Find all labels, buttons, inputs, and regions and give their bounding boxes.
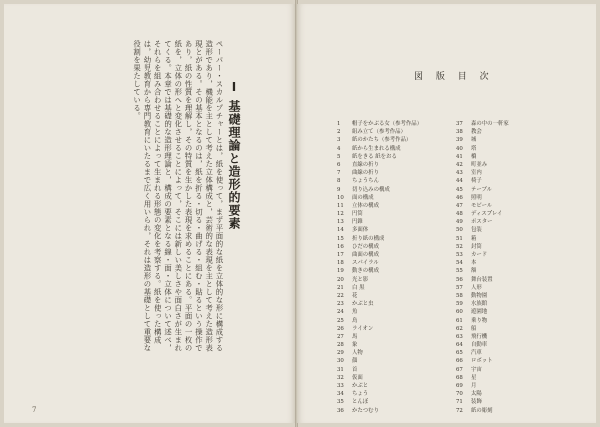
toc-entry-label: 水族館 — [471, 301, 488, 308]
toc-entry-number: 56 — [456, 276, 463, 283]
toc-entry — [456, 308, 574, 316]
toc-entry-label: 首 — [352, 366, 358, 373]
toc-entry-number: 6 — [337, 161, 341, 168]
toc-entry-number: 13 — [337, 219, 344, 226]
toc-entry-number: 30 — [337, 358, 344, 365]
toc-entry-label: ポスター — [471, 219, 493, 226]
toc-entry-number: 22 — [337, 292, 344, 299]
toc-entry — [456, 267, 574, 275]
toc-entry-label: 箱 — [471, 235, 477, 242]
toc-entry-label: 月 — [471, 383, 477, 389]
toc-entry — [337, 308, 455, 316]
toc-entry-number: 19 — [337, 268, 344, 275]
toc-entry-number: 23 — [337, 301, 344, 308]
toc-entry-number: 21 — [337, 284, 344, 291]
toc-entry-label: 組み立て（参考作品） — [352, 129, 406, 136]
toc-entry-number: 47 — [456, 202, 463, 209]
toc-column-left — [337, 120, 455, 415]
toc-entry-label: 魚 — [352, 309, 358, 316]
toc-entry-number: 55 — [456, 268, 463, 275]
toc-entry — [456, 136, 574, 144]
toc-entry-label: スパイラル — [352, 260, 379, 267]
toc-entry — [456, 284, 574, 292]
toc-entry — [337, 407, 455, 415]
toc-entry — [456, 357, 574, 365]
toc-entry-label: 装飾 — [471, 399, 482, 406]
toc-entry — [337, 169, 455, 177]
toc-entry-label: 帽子をかぶる女（参考作品） — [352, 121, 423, 127]
toc-entry-label: 教会 — [471, 129, 482, 136]
toc-entry-number: 46 — [456, 194, 463, 201]
toc-entry-number: 43 — [456, 170, 463, 177]
toc-entry-label: 光と影 — [352, 276, 369, 283]
toc-entry-label: 包装 — [471, 227, 482, 234]
toc-entry-number: 3 — [337, 137, 341, 144]
toc-entry-label: 室内 — [471, 170, 482, 177]
toc-entry-number: 28 — [337, 342, 344, 349]
toc-entry — [337, 235, 455, 243]
toc-entry — [456, 243, 574, 251]
toc-entry — [456, 194, 574, 202]
toc-entry-label: 切り込みの構成 — [352, 186, 390, 193]
toc-entry-label: かたつむり — [352, 407, 379, 414]
toc-entry-label: 人形 — [471, 284, 482, 291]
toc-entry — [456, 317, 574, 325]
toc-entry — [456, 161, 574, 169]
page-number: 7 — [32, 406, 37, 414]
toc-entry-label: 曲面の構成 — [352, 252, 379, 258]
toc-entry-number: 45 — [456, 186, 463, 193]
toc-entry — [337, 145, 455, 153]
toc-entry-label: 仮面 — [352, 374, 363, 381]
toc-entry — [337, 177, 455, 185]
toc-entry-label: ひだの構成 — [352, 243, 379, 250]
toc-entry-label: ちょう — [352, 391, 369, 398]
toc-entry-label: 汽車 — [471, 350, 482, 357]
toc-entry — [337, 374, 455, 382]
toc-entry-number: 7 — [337, 170, 341, 177]
toc-entry-label: モビール — [471, 202, 493, 209]
toc-entry — [456, 390, 574, 398]
toc-entry — [456, 169, 574, 177]
toc-entry — [337, 382, 455, 390]
toc-entry — [456, 128, 574, 136]
toc-entry — [456, 276, 574, 284]
toc-entry-number: 58 — [456, 292, 463, 299]
toc-entry — [456, 341, 574, 349]
toc-entry-number: 68 — [456, 374, 463, 381]
toc-entry — [456, 333, 574, 341]
toc-entry-number: 38 — [456, 129, 463, 136]
toc-entry-label: 城 — [471, 137, 477, 144]
toc-entry-number: 40 — [456, 145, 463, 152]
right-page — [297, 4, 596, 423]
toc-entry — [456, 398, 574, 406]
toc-entry — [456, 145, 574, 153]
toc-entry — [456, 226, 574, 234]
toc-entry-label: 飛行機 — [471, 333, 488, 340]
toc-entry — [337, 243, 455, 251]
toc-entry-label: 舞台装置 — [471, 276, 493, 283]
toc-entry — [337, 349, 455, 357]
toc-entry-number: 5 — [337, 153, 341, 160]
toc-entry-number: 8 — [337, 178, 341, 185]
toc-entry-label: 額 — [471, 268, 477, 275]
toc-entry-label: 椅子 — [471, 178, 482, 185]
toc-entry-number: 12 — [337, 211, 344, 218]
toc-entry-label: 馬 — [352, 333, 358, 340]
toc-entry-number: 1 — [337, 121, 341, 127]
toc-entry-label: 町並み — [471, 161, 488, 168]
toc-entry-number: 66 — [456, 358, 463, 365]
toc-entry-number: 9 — [337, 186, 341, 193]
toc-entry — [337, 120, 455, 128]
toc-entry — [337, 226, 455, 234]
toc-entry-number: 14 — [337, 227, 344, 234]
toc-entry-label: 人物 — [352, 350, 363, 357]
toc-entry-number: 72 — [456, 407, 463, 414]
toc-entry — [337, 218, 455, 226]
toc-entry-label: 乗り物 — [471, 317, 488, 324]
toc-entry — [456, 235, 574, 243]
toc-entry-number: 53 — [456, 252, 463, 258]
toc-entry-number: 17 — [337, 252, 344, 258]
toc-entry-number: 25 — [337, 317, 344, 324]
toc-entry — [337, 284, 455, 292]
toc-entry-number: 39 — [456, 137, 463, 144]
toc-entry-label: 動きの構成 — [352, 268, 379, 275]
toc-entry — [337, 317, 455, 325]
toc-entry — [456, 218, 574, 226]
toc-entry-label: 白 黒 — [352, 284, 365, 291]
toc-entry — [337, 398, 455, 406]
toc-entry — [456, 374, 574, 382]
toc-entry-number: 54 — [456, 260, 463, 267]
toc-entry-label: ロボット — [471, 358, 493, 365]
toc-entry — [337, 128, 455, 136]
toc-entry-label: 太陽 — [471, 391, 482, 398]
toc-entry — [337, 210, 455, 218]
toc-entry-label: かぶと — [352, 383, 369, 389]
toc-entry-label: 封筒 — [471, 243, 482, 250]
toc-entry-label: 紙の彫刻 — [471, 407, 493, 414]
toc-entry-number: 57 — [456, 284, 463, 291]
toc-entry-number: 34 — [337, 391, 344, 398]
toc-entry-label: 面の構成 — [352, 194, 374, 201]
toc-entry — [337, 341, 455, 349]
toc-entry — [337, 366, 455, 374]
toc-entry-label: 遊園地 — [471, 309, 488, 316]
toc-entry-label: 紙のかたち（参考作品） — [352, 137, 412, 144]
body-text: ペーパー・スカルプチャーとは，紙を使って，まず平面的な紙を立体的な形に構成する造形であり，機能を主として考えた立体構成と，芸術的な表現を主として考えた造形表現とがある。その基本となるのは，紙を折る・切る・曲げる・組む・貼るという操作であり，紙の性質を理解し，その特質を生かした表現を求めることにある。平面の一枚の紙を，立体の形へと変化させることによって，そこには新しい美しさや面白さが生まれてくる。本章では基礎的な造形理論と，構成の要素となる線・面・立体について述べ，それらを組み合わせることによって生まれる形態の変化を考察する。紙を使った構成は，幼児教育から専門教育にいたるまで広く用いられ，それは造形の基礎として重要な役割を果たしている。 — [132, 40, 224, 352]
toc-entry — [337, 251, 455, 259]
toc-entry-number: 71 — [456, 399, 463, 406]
toc-entry-number: 50 — [456, 227, 463, 234]
toc-entry — [337, 267, 455, 275]
toc-entry — [456, 292, 574, 300]
toc-entry-number: 10 — [337, 194, 344, 201]
toc-entry-number: 61 — [456, 317, 463, 324]
toc-entry — [456, 382, 574, 390]
toc-entry — [456, 210, 574, 218]
left-page — [4, 4, 295, 423]
toc-entry-number: 64 — [456, 342, 463, 349]
toc-entry-label: ディスプレイ — [471, 211, 503, 218]
toc-entry-number: 16 — [337, 243, 344, 250]
toc-entry-label: 立体の構成 — [352, 202, 379, 209]
toc-entry — [337, 194, 455, 202]
toc-entry-label: 直線の折り — [352, 161, 379, 168]
toc-entry — [456, 120, 574, 128]
toc-entry-number: 41 — [456, 153, 463, 160]
toc-entry-number: 59 — [456, 301, 463, 308]
toc-entry-label: カード — [471, 252, 488, 258]
toc-entry-label: 動物園 — [471, 292, 488, 299]
toc-entry-number: 26 — [337, 325, 344, 332]
toc-entry-number: 63 — [456, 333, 463, 340]
toc-entry-number: 70 — [456, 391, 463, 398]
toc-entry-label: 照明 — [471, 194, 482, 201]
toc-entry — [456, 366, 574, 374]
toc-entry-number: 32 — [337, 374, 344, 381]
toc-entry — [337, 292, 455, 300]
toc-entry-label: 紙から生まれる構成 — [352, 145, 401, 152]
toc-entry — [337, 390, 455, 398]
toc-entry — [456, 177, 574, 185]
toc-entry — [456, 186, 574, 194]
toc-entry-number: 60 — [456, 309, 463, 316]
toc-entry-label: 折り紙の構成 — [352, 235, 385, 242]
toc-entry-label: 多面体 — [352, 227, 369, 234]
toc-entry-number: 15 — [337, 235, 344, 242]
toc-title: 図 版 目 次 — [414, 72, 494, 82]
toc-entry-label: かぶと虫 — [352, 301, 374, 308]
toc-entry — [456, 325, 574, 333]
toc-entry-label: ちょうちん — [352, 178, 379, 185]
toc-entry-number: 18 — [337, 260, 344, 267]
toc-entry — [337, 259, 455, 267]
toc-entry-number: 62 — [456, 325, 463, 332]
toc-entry-number: 36 — [337, 407, 344, 414]
toc-entry-number: 67 — [456, 366, 463, 373]
toc-entry-number: 33 — [337, 383, 344, 389]
toc-entry-number: 69 — [456, 383, 463, 389]
toc-entry-label: 森の中の一軒家 — [471, 121, 509, 127]
toc-entry-number: 20 — [337, 276, 344, 283]
toc-entry — [456, 259, 574, 267]
toc-entry-number: 44 — [456, 178, 463, 185]
toc-entry-label: 花 — [352, 292, 358, 299]
toc-entry-label: 宇宙 — [471, 366, 482, 373]
toc-entry — [456, 300, 574, 308]
toc-entry-label: 自動車 — [471, 342, 488, 349]
toc-entry-label: 本 — [471, 260, 477, 267]
toc-entry — [337, 153, 455, 161]
toc-entry-number: 2 — [337, 129, 341, 136]
toc-entry-number: 4 — [337, 145, 341, 152]
toc-entry — [456, 251, 574, 259]
toc-entry-number: 48 — [456, 211, 463, 218]
toc-entry-label: とんぼ — [352, 399, 369, 406]
toc-entry — [337, 333, 455, 341]
toc-entry-label: テーブル — [471, 186, 493, 193]
toc-column-right — [456, 120, 574, 415]
toc-entry — [337, 136, 455, 144]
toc-entry-number: 42 — [456, 161, 463, 168]
toc-entry — [456, 349, 574, 357]
toc-entry — [337, 202, 455, 210]
toc-entry-number: 31 — [337, 366, 344, 373]
toc-entry-number: 11 — [337, 202, 344, 209]
toc-entry-number: 51 — [456, 235, 463, 242]
toc-entry — [337, 186, 455, 194]
toc-entry — [337, 276, 455, 284]
toc-entry-number: 37 — [456, 121, 463, 127]
toc-entry-number: 27 — [337, 333, 344, 340]
toc-entry-label: 円錐 — [352, 219, 363, 226]
toc-entry-label: ライオン — [352, 325, 374, 332]
toc-entry — [456, 153, 574, 161]
toc-entry-label: 星 — [471, 374, 477, 381]
toc-entry-label: 円筒 — [352, 211, 363, 218]
toc-entry-number: 24 — [337, 309, 344, 316]
toc-entry-number: 29 — [337, 350, 344, 357]
toc-entry-label: 鳥 — [352, 317, 358, 324]
toc-entry-label: 象 — [352, 342, 358, 349]
toc-entry-label: 紙をきる 紙をおる — [352, 153, 397, 160]
toc-entry — [337, 161, 455, 169]
toc-entry-label: 船 — [471, 325, 477, 332]
chapter-title: Ⅰ 基礎理論と造形的要素 — [227, 80, 241, 231]
toc-entry-number: 35 — [337, 399, 344, 406]
toc-entry-label: 塔 — [471, 145, 477, 152]
toc-entry-number: 65 — [456, 350, 463, 357]
toc-entry — [337, 357, 455, 365]
toc-entry-label: 曲線の折り — [352, 170, 379, 177]
toc-entry — [337, 300, 455, 308]
toc-entry-label: 顔 — [352, 358, 358, 365]
toc-entry-number: 49 — [456, 219, 463, 226]
toc-entry — [337, 325, 455, 333]
toc-entry-label: 橋 — [471, 153, 477, 160]
toc-entry — [456, 202, 574, 210]
toc-entry — [456, 407, 574, 415]
toc-entry-number: 52 — [456, 243, 463, 250]
